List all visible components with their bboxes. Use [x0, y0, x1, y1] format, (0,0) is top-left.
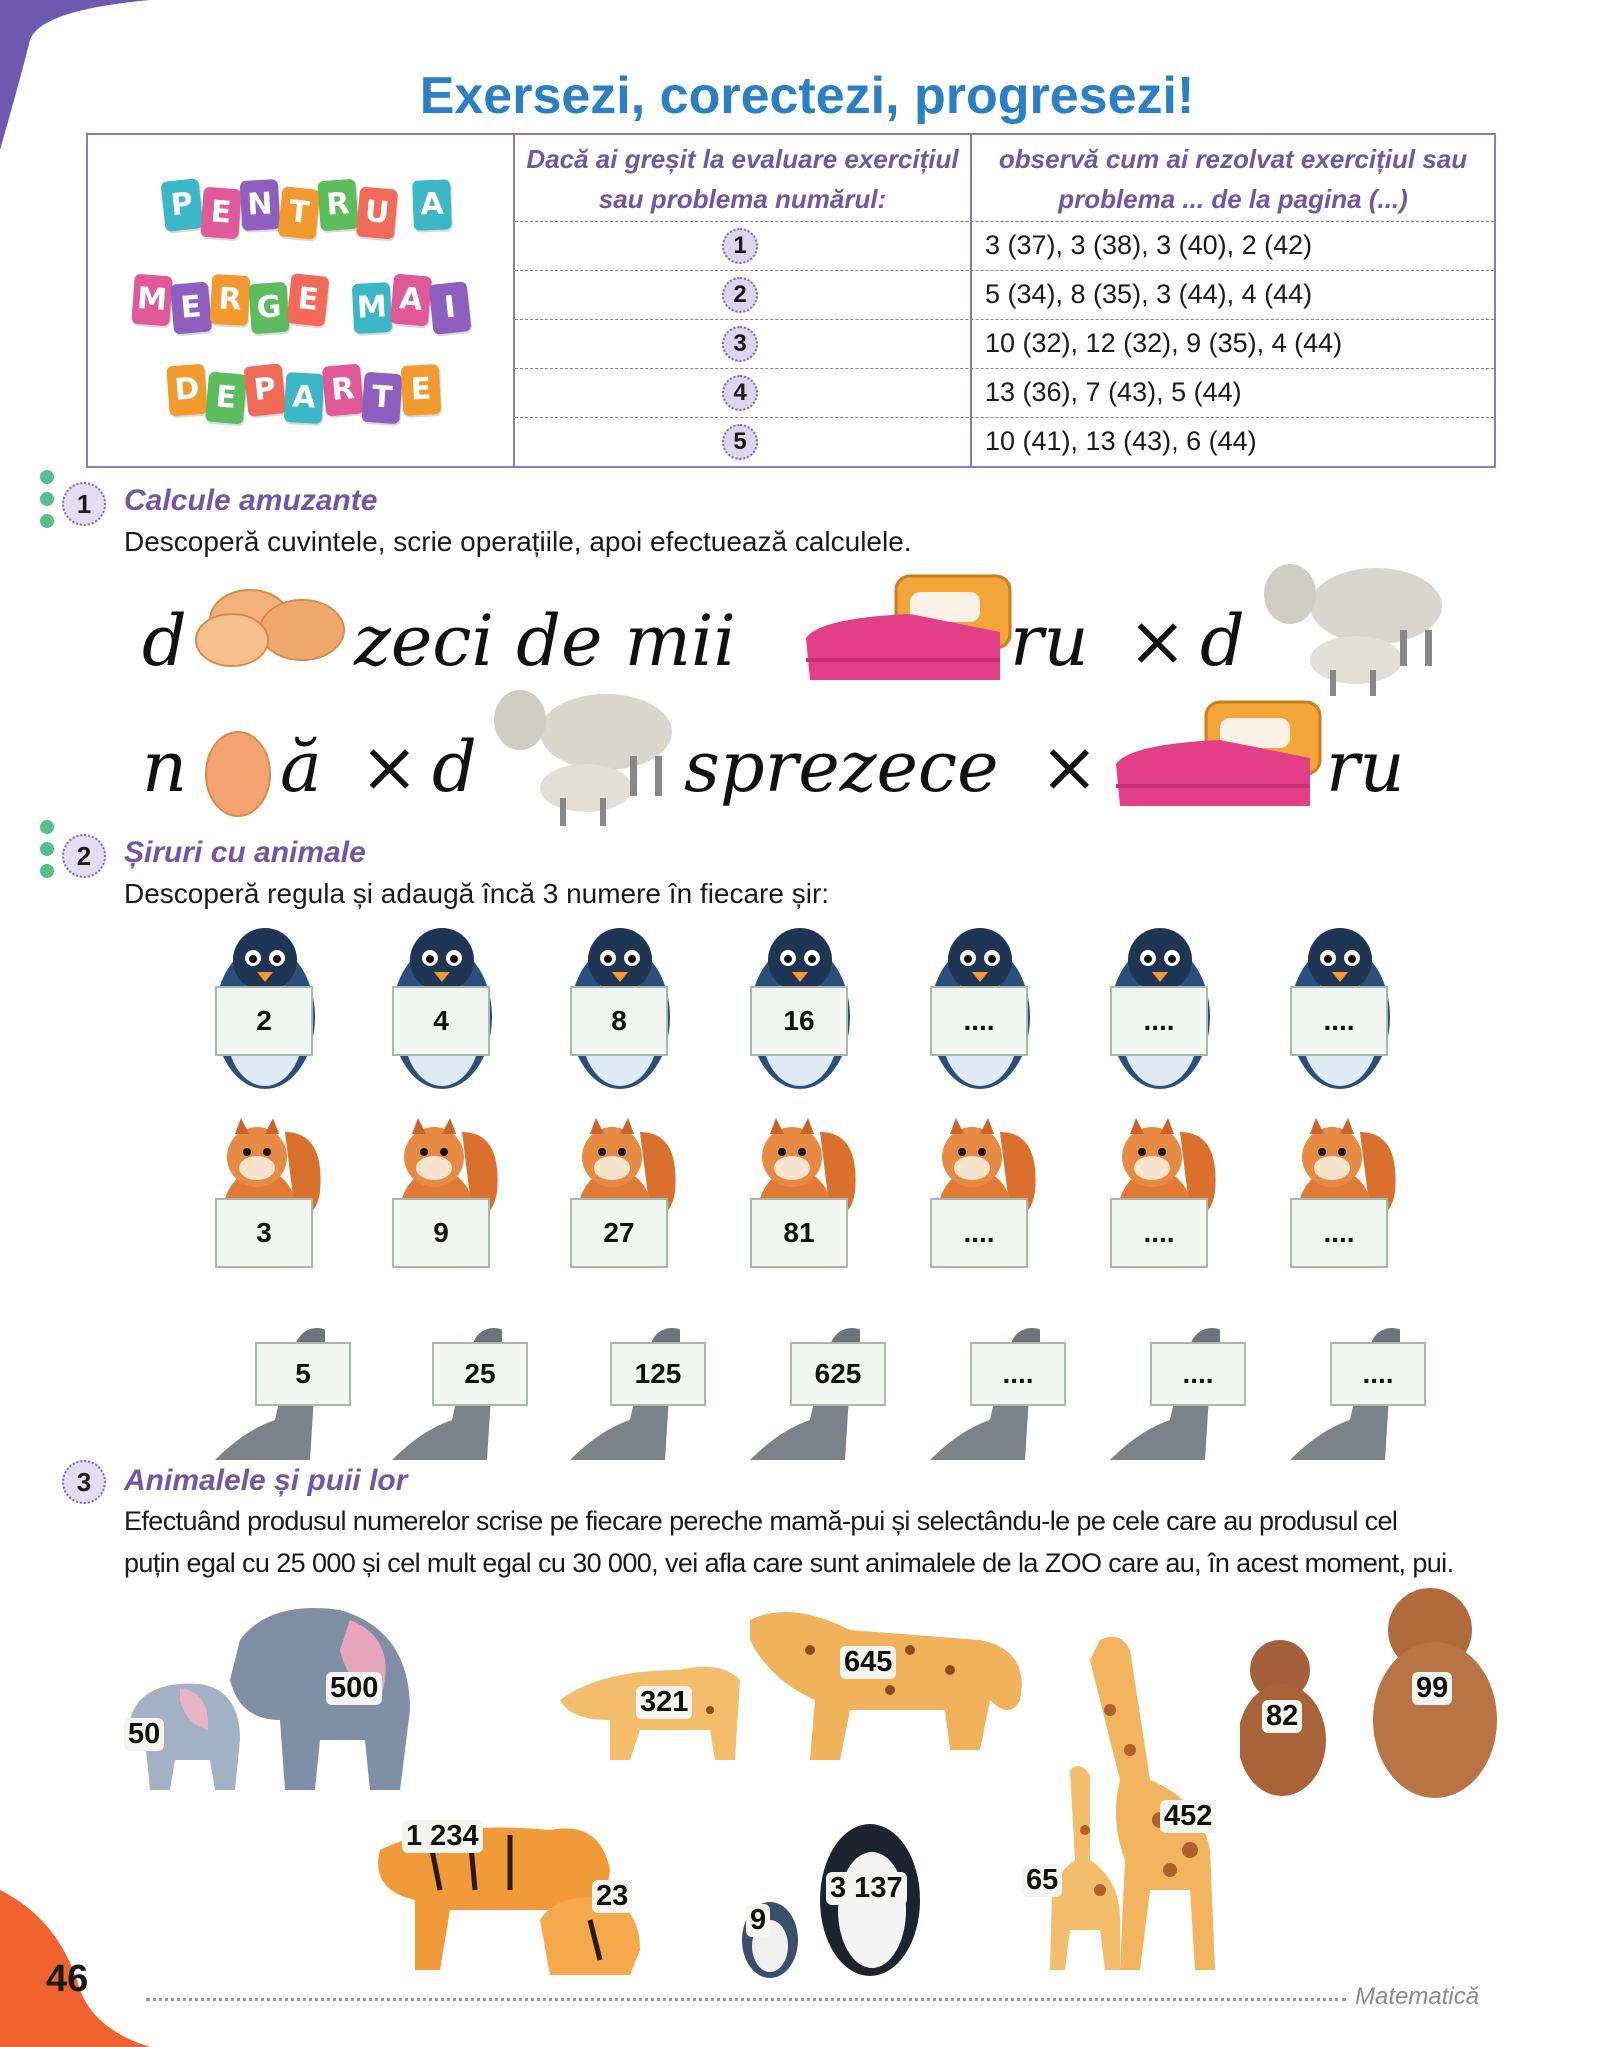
rebus-text: × — [1040, 726, 1099, 808]
logo-letter-tile: E — [286, 273, 329, 327]
section-dots — [40, 470, 60, 540]
footer-divider — [146, 1998, 1346, 2001]
sequence-value[interactable]: .... — [930, 986, 1028, 1056]
number-label: 1 234 — [402, 1820, 483, 1853]
logo-letter-tile: T — [277, 186, 320, 240]
sequence-value: 8 — [570, 986, 668, 1056]
exercise-number: 1 — [62, 482, 106, 526]
table-row — [515, 368, 1494, 418]
logo-letter-tile: R — [210, 274, 251, 326]
table-row — [515, 270, 1494, 320]
row-references: 5 (34), 8 (35), 3 (44), 4 (44) — [985, 279, 1313, 309]
number-label: 99 — [1412, 1672, 1452, 1705]
logo-letter-tile: M — [131, 274, 172, 327]
column-header-exercise: Dacă ai greșit la evaluare exercițiul sau problema numărul: — [515, 135, 972, 225]
sheep-icon — [480, 686, 680, 832]
sequence-value[interactable]: .... — [1290, 986, 1388, 1056]
leopard-pair-icon — [550, 1600, 1040, 1770]
table-row — [515, 417, 1494, 467]
sequence-value[interactable]: .... — [1290, 1198, 1388, 1268]
rebus-text: d — [432, 726, 477, 808]
sequence-value: 125 — [610, 1342, 706, 1406]
exercise-instruction: Descoperă cuvintele, scrie operațiile, apoi efectuează calculele. — [124, 526, 912, 557]
number-label: 9 — [746, 1904, 770, 1937]
sequence-value[interactable]: .... — [1110, 1198, 1208, 1268]
row-references: 3 (37), 3 (38), 3 (40), 2 (42) — [985, 230, 1313, 260]
exercise-title: Șiruri cu animale — [124, 836, 366, 869]
logo-letter-tile: R — [322, 363, 364, 416]
logo-letter-tile: P — [243, 363, 286, 417]
row-number: 5 — [722, 424, 758, 460]
number-label: 50 — [124, 1718, 164, 1751]
sheep-icon — [1250, 560, 1450, 700]
row-references: 13 (36), 7 (43), 5 (44) — [985, 377, 1242, 407]
rebus-text: d — [1200, 600, 1245, 682]
sequence-value: 25 — [432, 1342, 528, 1406]
column-header-reference: observă cum ai rezolvat exercițiul sau problema ... de la pagina (...) — [998, 144, 1468, 214]
logo-letter-tile: R — [317, 179, 358, 232]
sequence-value: 4 — [392, 986, 490, 1056]
logo-letter-tile: A — [390, 273, 432, 326]
number-label: 3 137 — [826, 1872, 907, 1905]
number-label: 82 — [1262, 1700, 1302, 1733]
sequence-value: 5 — [255, 1342, 351, 1406]
rebus-text: sprezece — [684, 726, 999, 808]
section-dots — [40, 820, 60, 890]
logo-letter-tile: T — [361, 372, 402, 425]
sequence-value: 625 — [790, 1342, 886, 1406]
number-label: 500 — [326, 1672, 382, 1705]
logo-letter-tile: E — [401, 364, 442, 416]
logo-letter-tile: D — [166, 364, 207, 417]
rebus-text: zeci de mii — [354, 600, 736, 682]
rebus-text: d — [142, 600, 187, 682]
logo-letter-tile: A — [412, 179, 452, 230]
rebus-text: × — [1128, 600, 1187, 682]
logo-letter-tile: G — [248, 282, 289, 335]
number-label: 321 — [636, 1686, 692, 1719]
sequence-value: 3 — [215, 1198, 313, 1268]
rebus-text: ru — [1010, 600, 1089, 682]
rebus-text: ru — [1326, 726, 1405, 808]
row-number: 2 — [722, 277, 758, 313]
sequence-value: 16 — [750, 986, 848, 1056]
rebus-text: × — [360, 726, 419, 808]
row-number: 4 — [722, 375, 758, 411]
table-row — [515, 221, 1494, 271]
row-references: 10 (32), 12 (32), 9 (35), 4 (44) — [985, 328, 1343, 358]
footer-subject: Matematică — [1355, 1983, 1480, 2010]
sequence-value[interactable]: .... — [1150, 1342, 1246, 1406]
exercise-instruction: Efectuând produsul numerelor scrise pe fiecare pereche mamă-pui și selectându-le pe cele care au produsul cel — [124, 1506, 1398, 1536]
logo-letter-tile: E — [170, 281, 212, 334]
number-label: 23 — [592, 1880, 632, 1913]
rebus-text: ă — [280, 726, 322, 808]
row-number: 1 — [722, 228, 758, 264]
egg-icon — [196, 722, 280, 822]
exercise-instruction: Descoperă regula și adaugă încă 3 numere în fiecare șir: — [124, 878, 830, 909]
sequence-value: 9 — [392, 1198, 490, 1268]
rebus-text: n — [142, 726, 188, 808]
number-label: 645 — [840, 1646, 896, 1679]
sequence-value[interactable]: .... — [970, 1342, 1066, 1406]
sequence-value[interactable]: .... — [1330, 1342, 1426, 1406]
exercise-title: Calcule amuzante — [124, 484, 378, 517]
page-number: 46 — [46, 1958, 89, 2000]
logo-letter-tile: E — [205, 371, 247, 424]
reference-table — [86, 133, 1496, 468]
sequence-value[interactable]: .... — [930, 1198, 1028, 1268]
elephant-pair-icon — [120, 1600, 430, 1800]
logo-letter-tile: U — [356, 186, 398, 239]
exercise-title: Animalele și puii lor — [124, 1464, 408, 1497]
number-label: 452 — [1160, 1800, 1216, 1833]
logo-pentru-a-merge-mai-departe — [88, 135, 515, 466]
page-title: Exersezi, corectezi, progresezi! — [419, 67, 1195, 125]
logo-letter-tile: P — [160, 178, 203, 232]
sequence-value: 2 — [215, 986, 313, 1056]
bear-pair-icon — [1240, 1580, 1510, 1800]
row-references: 10 (41), 13 (43), 6 (44) — [985, 426, 1257, 456]
table-row — [515, 319, 1494, 369]
bed-icon — [800, 568, 1016, 688]
bed-icon — [1110, 694, 1326, 814]
exercise-instruction: puțin egal cu 25 000 și cel mult egal cu 30 000, vei afla care sunt animalele de la ZOO care au, în acest moment, pui. — [124, 1548, 1454, 1578]
logo-letter-tile: M — [352, 282, 393, 334]
logo-letter-tile: N — [240, 179, 281, 231]
sequence-value[interactable]: .... — [1110, 986, 1208, 1056]
sequence-value: 81 — [750, 1198, 848, 1268]
sequence-value: 27 — [570, 1198, 668, 1268]
eggs-icon — [192, 572, 358, 682]
logo-letter-tile: E — [200, 187, 241, 240]
exercise-number: 3 — [62, 1460, 106, 1504]
logo-letter-tile: I — [428, 281, 471, 335]
logo-letter-tile: A — [284, 372, 325, 424]
row-number: 3 — [722, 326, 758, 362]
exercise-number: 2 — [62, 834, 106, 878]
number-label: 65 — [1022, 1864, 1062, 1897]
